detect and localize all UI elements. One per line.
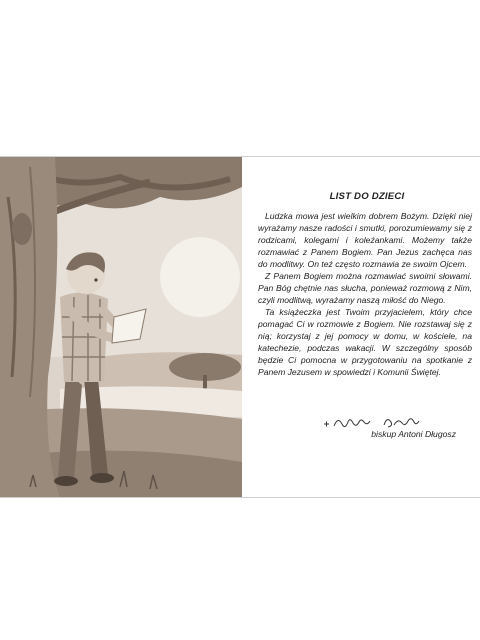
letter-page — [258, 157, 476, 497]
book-spread — [0, 156, 480, 498]
boy-reading-illustration — [0, 157, 242, 497]
letter-body — [258, 210, 472, 378]
illustration-art — [0, 157, 242, 497]
letter-title: LIST DO DZIECI — [329, 191, 405, 202]
letter-paragraph: Ta książeczka jest Twoim przyjacielem, który chce pomagać Ci w rozmowie z Bogiem. Nie rozstawaj się z nią; korzystaj z jej pomocy w domu, w kościele, na katechezie, podczas wakacji. W szczególny sposób będzie Ci pomocna w przygotowaniu na spotkanie z Panem Jezusem w spowiedzi i Komunii Świętej. — [258, 307, 472, 377]
signer-name: biskup Antoni Długosz — [371, 429, 456, 439]
letter-paragraph: Z Panem Bogiem można rozmawiać swoimi słowami. Pan Bóg chętnie nas słucha, ponieważ rozmową z Nim, czyli modlitwą, wyrażamy naszą miłość do Niego. — [258, 271, 472, 305]
letter-paragraph: Ludzka mowa jest wielkim dobrem Bożym. Dzięki niej wyrażamy nasze radości i smutki, porozumiewamy się z rodzicami, kolegami i koleżankami. Możemy także rozmawiać z Panem Bogiem. Pan Jezus zachęca nas do modlitwy. On też często rozmawia ze swoim Ojcem. — [258, 211, 472, 269]
